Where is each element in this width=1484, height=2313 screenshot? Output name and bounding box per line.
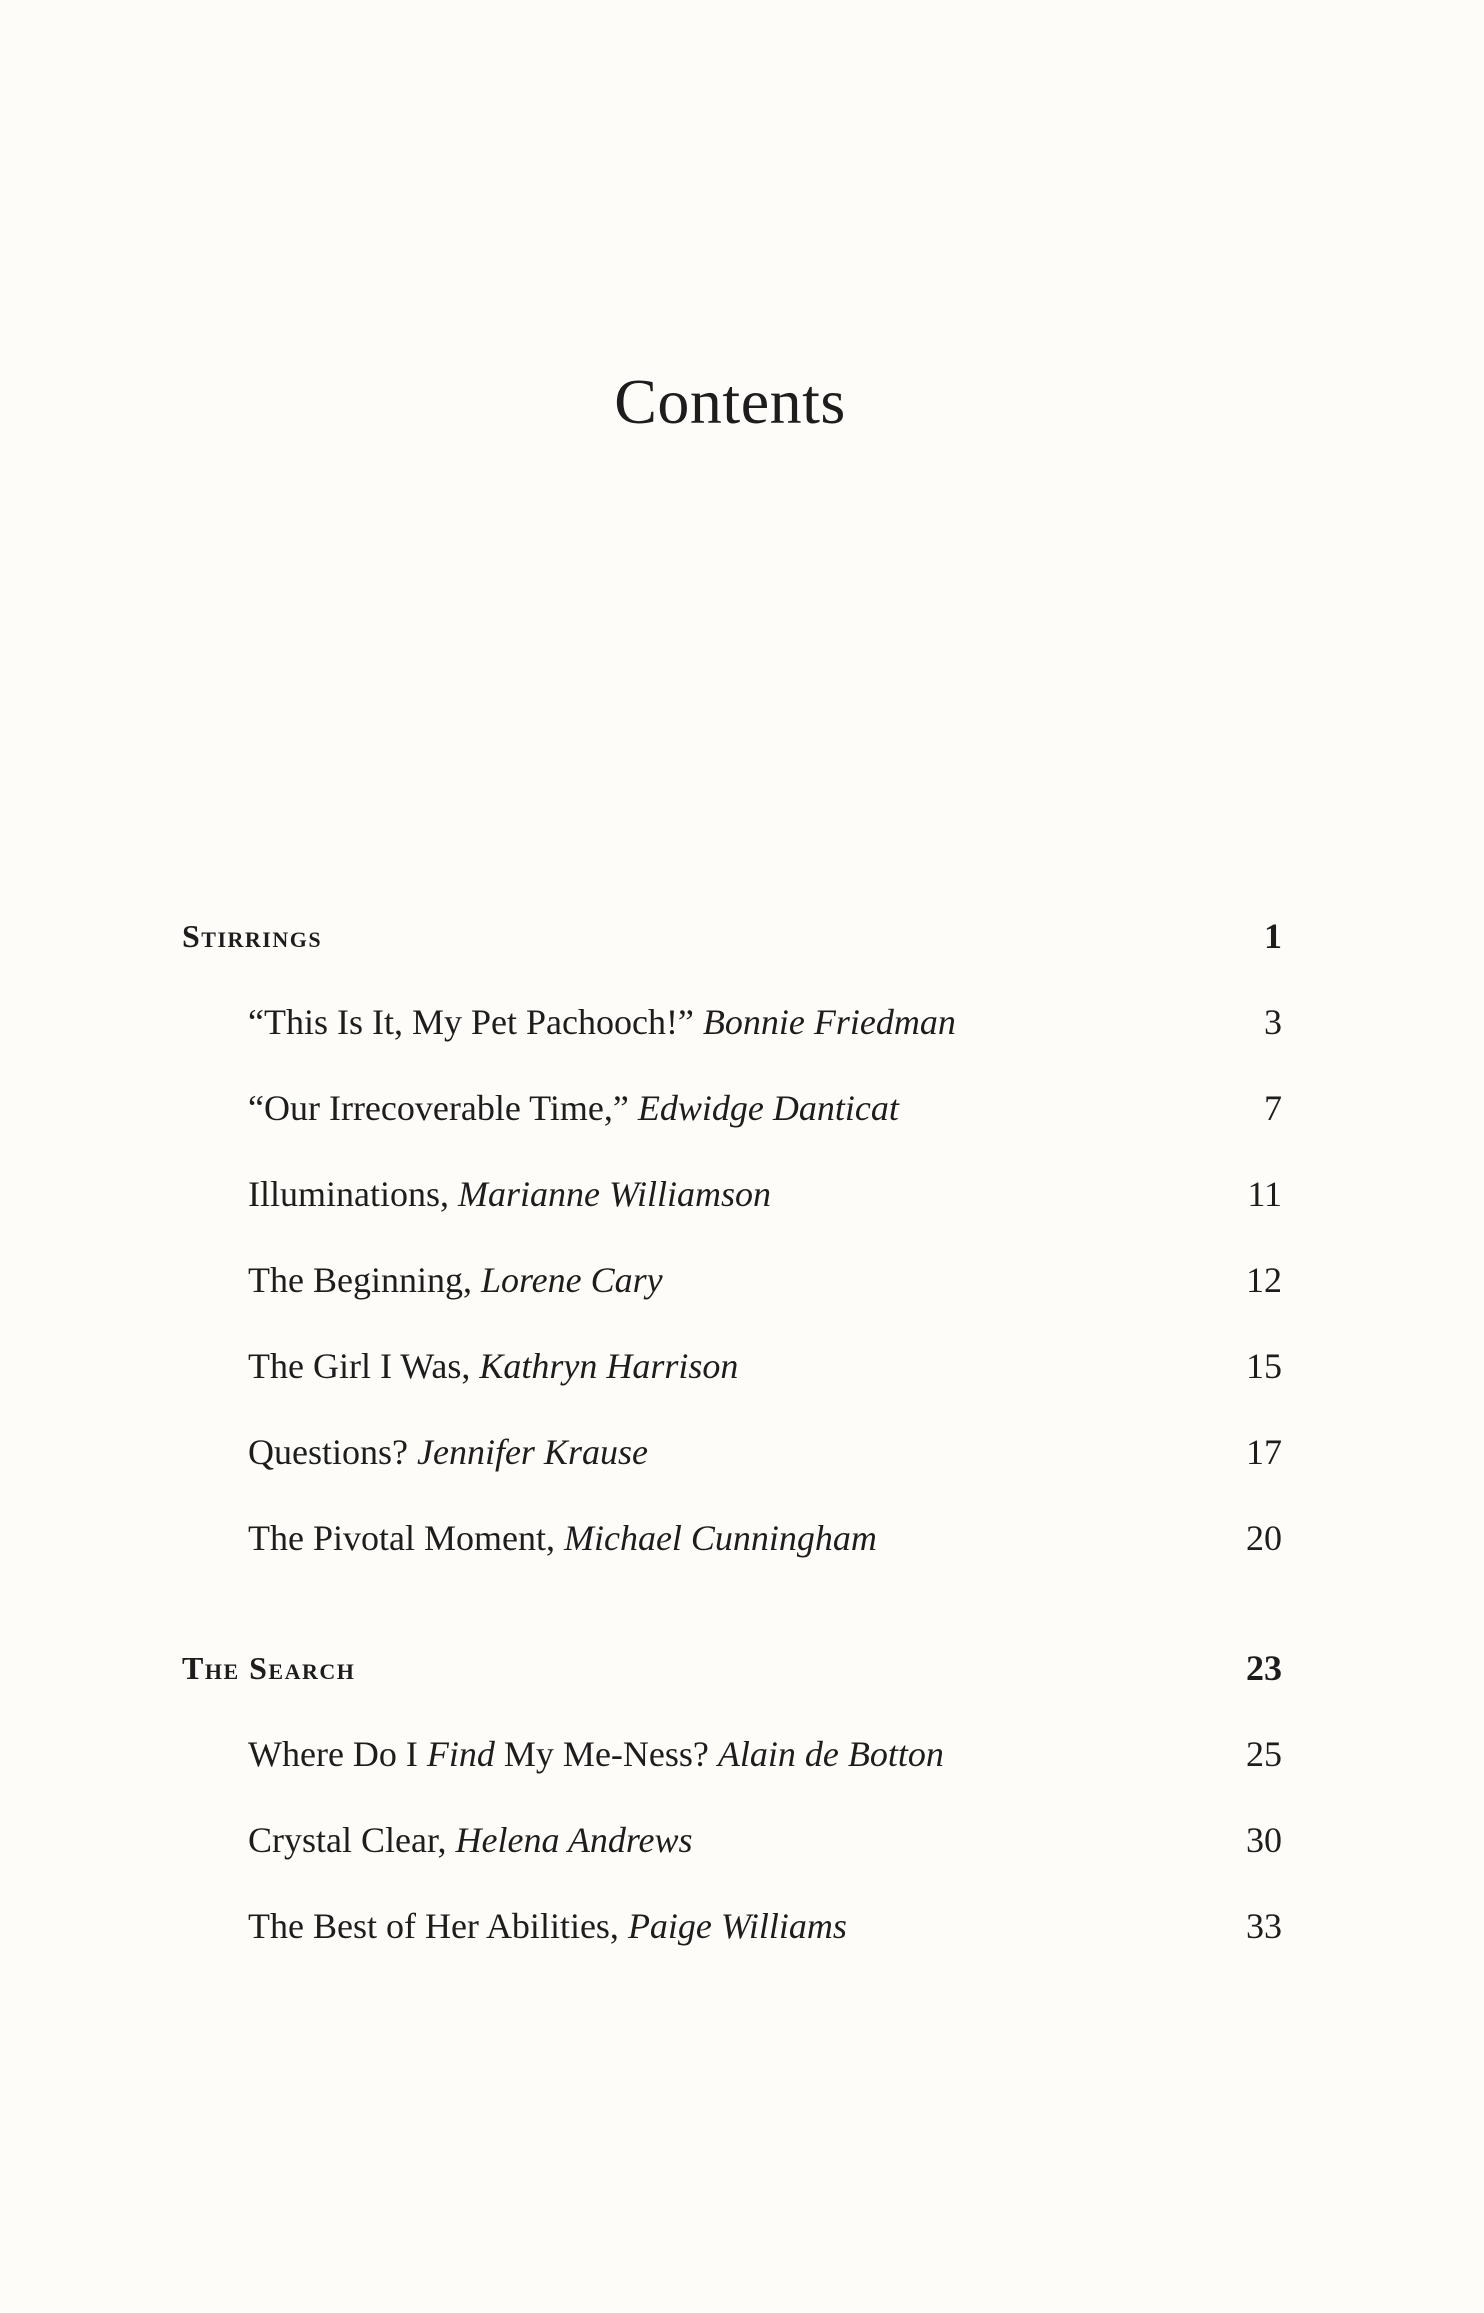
page-title: Contents: [614, 366, 846, 437]
entry-author: Alain de Botton: [717, 1734, 944, 1774]
page-number: 30: [1246, 1820, 1282, 1860]
entry-author: Edwidge Danticat: [637, 1088, 899, 1128]
page-number: 33: [1246, 1906, 1282, 1946]
page-number: 20: [1246, 1518, 1282, 1558]
entry-text: [248, 1078, 899, 1138]
entry-title: The Pivotal Moment,: [248, 1518, 564, 1558]
entry-title: The Girl I Was,: [248, 1346, 480, 1386]
toc-entry[interactable]: [0, 992, 1484, 1052]
page-number: 12: [1246, 1260, 1282, 1300]
toc-entry[interactable]: [0, 1336, 1484, 1396]
entry-author: Helena Andrews: [455, 1820, 693, 1860]
entry-author: Paige Williams: [627, 1906, 847, 1946]
page-number: 1: [1264, 916, 1282, 956]
entry-title-emphasis: Find: [426, 1734, 495, 1774]
entry-text: [248, 1896, 847, 1956]
entry-author: Lorene Cary: [480, 1260, 663, 1300]
entry-title: Questions?: [248, 1432, 417, 1472]
toc-entry[interactable]: [0, 1078, 1484, 1138]
toc-entry[interactable]: [0, 1896, 1484, 1956]
toc-section[interactable]: [0, 1638, 1484, 1698]
toc-entry[interactable]: [0, 1250, 1484, 1310]
page-number: 3: [1264, 1002, 1282, 1042]
toc-entry[interactable]: [0, 1508, 1484, 1568]
toc-entry[interactable]: [0, 1422, 1484, 1482]
entry-title: Where Do I: [248, 1734, 427, 1774]
entry-text: [248, 1336, 738, 1396]
entry-author: Jennifer Krause: [416, 1432, 648, 1472]
entry-title: “Our Irrecoverable Time,”: [248, 1088, 638, 1128]
page-number: 15: [1246, 1346, 1282, 1386]
entry-title: The Best of Her Abilities,: [248, 1906, 628, 1946]
entry-author: Bonnie Friedman: [702, 1002, 956, 1042]
entry-text: [248, 1250, 663, 1310]
toc-entry[interactable]: [0, 1724, 1484, 1784]
entry-title: Illuminations,: [248, 1174, 458, 1214]
entry-author: Kathryn Harrison: [479, 1346, 739, 1386]
entry-title: Crystal Clear,: [248, 1820, 456, 1860]
entry-title: “This Is It, My Pet Pachooch!”: [248, 1002, 703, 1042]
section-title: The Search: [182, 1650, 356, 1686]
entry-text: [248, 1422, 648, 1482]
page-number: 7: [1264, 1088, 1282, 1128]
entry-author: Marianne Williamson: [458, 1174, 771, 1214]
toc-entry[interactable]: [0, 1164, 1484, 1224]
entry-title: My Me-Ness?: [494, 1734, 718, 1774]
entry-author: Michael Cunningham: [563, 1518, 877, 1558]
entry-text: [248, 1508, 877, 1568]
page-number: 25: [1246, 1734, 1282, 1774]
entry-text: [248, 992, 956, 1052]
entry-title: The Beginning,: [248, 1260, 481, 1300]
page-number: 17: [1246, 1432, 1282, 1472]
entry-text: [248, 1810, 693, 1870]
entry-text: [248, 1724, 944, 1784]
section-title: Stirrings: [182, 918, 323, 954]
toc-entry[interactable]: [0, 1810, 1484, 1870]
page-number: 11: [1247, 1174, 1282, 1214]
page-number: 23: [1246, 1648, 1282, 1688]
toc-section[interactable]: [0, 906, 1484, 966]
entry-text: [248, 1164, 771, 1224]
